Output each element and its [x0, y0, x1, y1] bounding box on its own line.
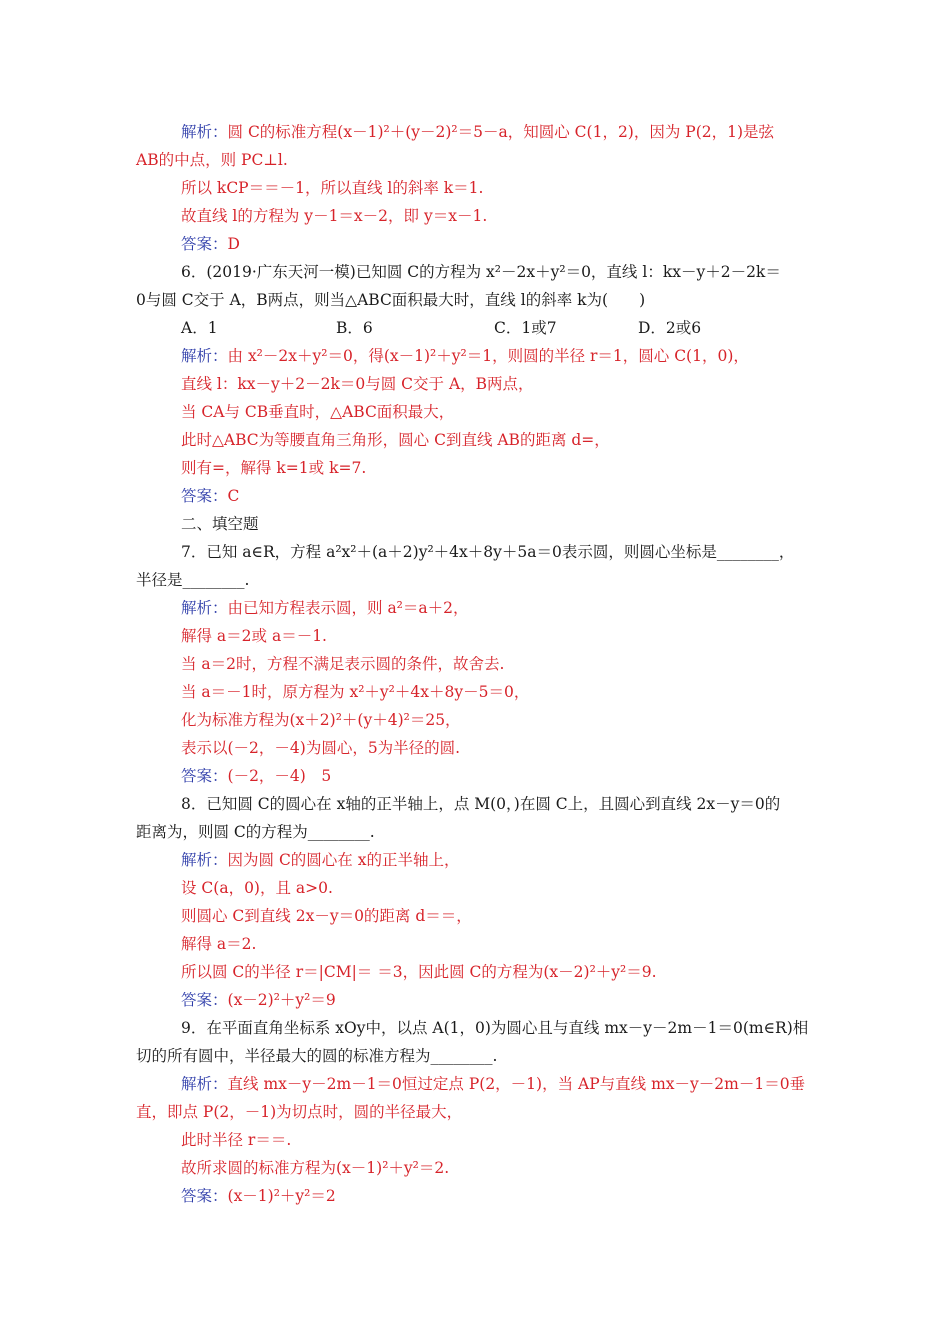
analysis-line: [181, 346, 749, 366]
option-d: D．2或6: [638, 319, 702, 337]
answer-line: [181, 234, 240, 254]
question-9-line: 切的所有圆中，半径最大的圆的标准方程为________.: [136, 1047, 498, 1065]
analysis-line: [181, 122, 774, 142]
analysis-text: 因为圆 C的圆心在 x的正半轴上，: [227, 851, 460, 869]
analysis-text: 圆 C的标准方程(x－1)²＋(y－2)²＝5－a，知圆心 C(1，2)，因为 P(2，1)是弦: [227, 123, 775, 141]
question-9-line: 9．在平面直角坐标系 xOy中，以点 A(1，0)为圆心且与直线 mx－y－2m－1＝0(m∈R)相: [181, 1019, 809, 1037]
question-8-line: 8．已知圆 C的圆心在 x轴的正半轴上，点 M(0，)在圆 C上，且圆心到直线 2x－y＝0的: [181, 795, 781, 813]
analysis-line: 此时△ABC为等腰直角三角形，圆心 C到直线 AB的距离 d=，: [181, 431, 610, 449]
analysis-line: 当 a＝2时，方程不满足表示圆的条件，故舍去.: [181, 655, 505, 673]
analysis-text: 由 x²－2x＋y²＝0，得(x－1)²＋y²＝1，则圆的半径 r＝1，圆心 C(1，0)，: [227, 347, 749, 365]
answer-text: C: [227, 487, 240, 505]
analysis-line: 所以圆 C的半径 r＝|CM|＝ ＝3，因此圆 C的方程为(x－2)²＋y²＝9.: [181, 963, 657, 981]
analysis-line: [181, 1074, 805, 1094]
analysis-line: 则圆心 C到直线 2x－y＝0的距离 d＝＝，: [181, 907, 472, 925]
analysis-line: [181, 598, 469, 618]
question-7-line: 半径是________.: [136, 571, 250, 589]
analysis-line: 当 CA与 CB垂直时，△ABC面积最大，: [181, 403, 455, 421]
analysis-line: 化为标准方程为(x＋2)²＋(y＋4)²＝25，: [181, 711, 461, 729]
analysis-line: 直线 l：kx－y＋2－2k＝0与圆 C交于 A，B两点，: [181, 375, 534, 393]
answer-label: 答案：: [181, 991, 228, 1009]
section-heading: 二、填空题: [181, 515, 259, 533]
question-7-line: 7．已知 a∈R，方程 a²x²＋(a＋2)y²＋4x＋8y＋5a＝0表示圆，则圆心坐标是________，: [181, 543, 795, 561]
question-6-line: 0与圆 C交于 A，B两点，则当△ABC面积最大时，直线 l的斜率 k为( ): [136, 291, 646, 309]
answer-line: [181, 990, 336, 1010]
question-6-line: 6．(2019·广东天河一模)已知圆 C的方程为 x²－2x＋y²＝0，直线 l：kx－y＋2－2k＝: [181, 263, 781, 281]
answer-text: (x－1)²＋y²＝2: [227, 1187, 336, 1205]
analysis-label: 解析：: [181, 1075, 228, 1093]
option-a: A．1: [181, 319, 218, 337]
analysis-line: [181, 850, 459, 870]
answer-text: (x－2)²＋y²＝9: [227, 991, 336, 1009]
analysis-line: 表示以(－2，－4)为圆心，5为半径的圆.: [181, 739, 461, 757]
option-b: B．6: [336, 319, 373, 337]
answer-label: 答案：: [181, 235, 228, 253]
analysis-line: 直，即点 P(2，－1)为切点时，圆的半径最大，: [136, 1103, 463, 1121]
answer-line: [181, 1186, 336, 1206]
analysis-text: 由已知方程表示圆，则 a²＝a＋2，: [227, 599, 469, 617]
analysis-label: 解析：: [181, 851, 228, 869]
answer-label: 答案：: [181, 487, 228, 505]
analysis-label: 解析：: [181, 599, 228, 617]
analysis-line: 故直线 l的方程为 y－1＝x－2，即 y＝x－1.: [181, 207, 488, 225]
analysis-line: 此时半径 r＝＝.: [181, 1131, 292, 1149]
analysis-label: 解析：: [181, 347, 228, 365]
answer-label: 答案：: [181, 767, 228, 785]
analysis-text: 直线 mx－y－2m－1＝0恒过定点 P(2，－1)，当 AP与直线 mx－y－2m－1＝0垂: [227, 1075, 806, 1093]
analysis-label: 解析：: [181, 123, 228, 141]
answer-text: (－2，－4) 5: [227, 767, 332, 785]
analysis-line: 解得 a＝2.: [181, 935, 257, 953]
analysis-line: 当 a＝－1时，原方程为 x²＋y²＋4x＋8y－5＝0，: [181, 683, 530, 701]
answer-line: [181, 486, 239, 506]
analysis-line: 所以 kCP＝＝－1，所以直线 l的斜率 k＝1.: [181, 179, 484, 197]
analysis-line: 则有=，解得 k=1或 k=7.: [181, 459, 367, 477]
answer-line: [181, 766, 331, 786]
answer-label: 答案：: [181, 1187, 228, 1205]
option-c: C．1或7: [494, 319, 557, 337]
answer-text: D: [227, 235, 240, 253]
analysis-line: 故所求圆的标准方程为(x－1)²＋y²＝2.: [181, 1159, 450, 1177]
analysis-line: 解得 a＝2或 a＝－1.: [181, 627, 327, 645]
analysis-line: 设 C(a，0)，且 a>0.: [181, 879, 333, 897]
question-8-line: 距离为，则圆 C的方程为________.: [136, 823, 375, 841]
analysis-line: AB的中点，则 PC⊥l.: [136, 151, 288, 169]
